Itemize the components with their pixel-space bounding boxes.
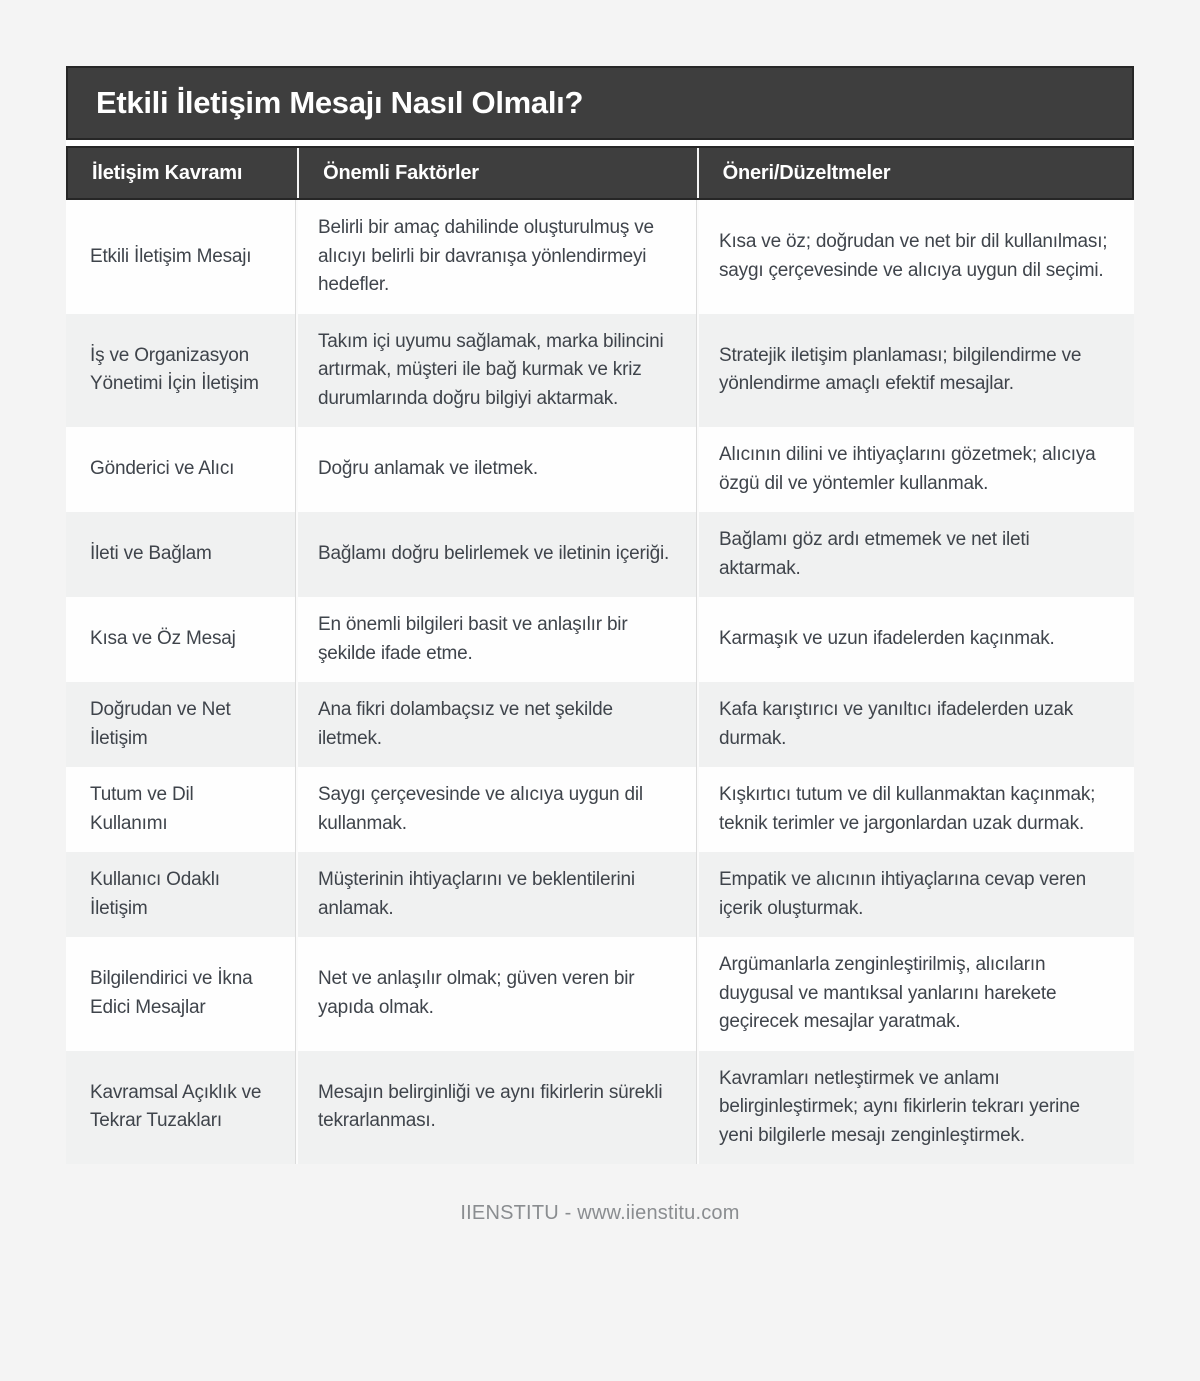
cell-communication-concept: Kullanıcı Odaklı İletişim xyxy=(90,869,220,919)
column-header-communication-concept: İletişim Kavramı xyxy=(92,161,243,184)
cell-suggestions-corrections: Alıcının dilini ve ihtiyaçlarını gözetmek; alıcıya özgü dil ve yöntemler kullanmak. xyxy=(697,427,1134,512)
table-row xyxy=(66,427,1134,512)
table-row xyxy=(66,682,1134,767)
cell-important-factors: Takım içi uyumu sağlamak, marka bilincini artırmak, müşteri ile bağ kurmak ve kriz durumlarında doğru bilgiyi aktarmak. xyxy=(296,314,697,428)
cell-communication-concept: İş ve Organizasyon Yönetimi İçin İletişim xyxy=(90,344,259,395)
communication-table-card xyxy=(66,66,1134,1164)
cell-suggestions-corrections: Kışkırtıcı tutum ve dil kullanmaktan kaçınmak; teknik terimler ve jargonlardan uzak durmak. xyxy=(697,767,1134,852)
cell-communication-concept: Kısa ve Öz Mesaj xyxy=(90,628,236,650)
table-row xyxy=(66,937,1134,1051)
table-row xyxy=(66,852,1134,937)
table-row xyxy=(66,1051,1134,1165)
cell-important-factors: Saygı çerçevesinde ve alıcıya uygun dil kullanmak. xyxy=(296,767,697,852)
cell-suggestions-corrections: Stratejik iletişim planlaması; bilgilendirme ve yönlendirme amaçlı efektif mesajlar. xyxy=(697,314,1134,428)
cell-suggestions-corrections: Bağlamı göz ardı etmemek ve net ileti aktarmak. xyxy=(697,512,1134,597)
footer-credit: IIENSTITU - www.iienstitu.com xyxy=(460,1202,740,1224)
cell-important-factors: Doğru anlamak ve iletmek. xyxy=(296,427,697,512)
table-row xyxy=(66,767,1134,852)
cell-important-factors: Net ve anlaşılır olmak; güven veren bir yapıda olmak. xyxy=(296,937,697,1051)
cell-suggestions-corrections: Kafa karıştırıcı ve yanıltıcı ifadelerden uzak durmak. xyxy=(697,682,1134,767)
cell-important-factors: Bağlamı doğru belirlemek ve iletinin içeriği. xyxy=(296,512,697,597)
table-row xyxy=(66,512,1134,597)
cell-suggestions-corrections: Kavramları netleştirmek ve anlamı belirginleştirmek; aynı fikirlerin tekrarı yerine yeni bilgilerle mesajı zenginleştirmek. xyxy=(697,1051,1134,1165)
cell-important-factors: Mesajın belirginliği ve aynı fikirlerin sürekli tekrarlanması. xyxy=(296,1051,697,1165)
cell-important-factors: Müşterinin ihtiyaçlarını ve beklentilerini anlamak. xyxy=(296,852,697,937)
cell-important-factors: Belirli bir amaç dahilinde oluşturulmuş ve alıcıyı belirli bir davranışa yönlendirmeyi hedefler. xyxy=(296,200,697,314)
table-header-row xyxy=(66,146,1134,200)
table-row xyxy=(66,314,1134,428)
cell-communication-concept: Tutum ve Dil Kullanımı xyxy=(90,784,194,834)
cell-communication-concept: Gönderici ve Alıcı xyxy=(90,458,235,480)
column-header-important-factors: Önemli Faktörler xyxy=(297,148,697,198)
table-title: Etkili İletişim Mesajı Nasıl Olmalı? xyxy=(66,66,1134,140)
cell-communication-concept: Kavramsal Açıklık ve Tekrar Tuzakları xyxy=(90,1081,262,1132)
table-body xyxy=(66,200,1134,1164)
cell-communication-concept: Bilgilendirici ve İkna Edici Mesajlar xyxy=(90,968,253,1018)
column-header-suggestions-corrections: Öneri/Düzeltmeler xyxy=(697,148,1132,198)
table-row xyxy=(66,200,1134,314)
table-row xyxy=(66,597,1134,682)
cell-communication-concept: Etkili İletişim Mesajı xyxy=(90,245,252,267)
cell-communication-concept: Doğrudan ve Net İletişim xyxy=(90,699,231,749)
cell-suggestions-corrections: Argümanlarla zenginleştirilmiş, alıcıların duygusal ve mantıksal yanlarını harekete geçirecek mesajlar yaratmak. xyxy=(697,937,1134,1051)
cell-suggestions-corrections: Karmaşık ve uzun ifadelerden kaçınmak. xyxy=(697,597,1134,682)
cell-suggestions-corrections: Kısa ve öz; doğrudan ve net bir dil kullanılması; saygı çerçevesinde ve alıcıya uygun dil seçimi. xyxy=(697,200,1134,314)
cell-important-factors: En önemli bilgileri basit ve anlaşılır bir şekilde ifade etme. xyxy=(296,597,697,682)
cell-suggestions-corrections: Empatik ve alıcının ihtiyaçlarına cevap veren içerik oluşturmak. xyxy=(697,852,1134,937)
cell-communication-concept: İleti ve Bağlam xyxy=(90,543,212,565)
cell-important-factors: Ana fikri dolambaçsız ve net şekilde iletmek. xyxy=(296,682,697,767)
